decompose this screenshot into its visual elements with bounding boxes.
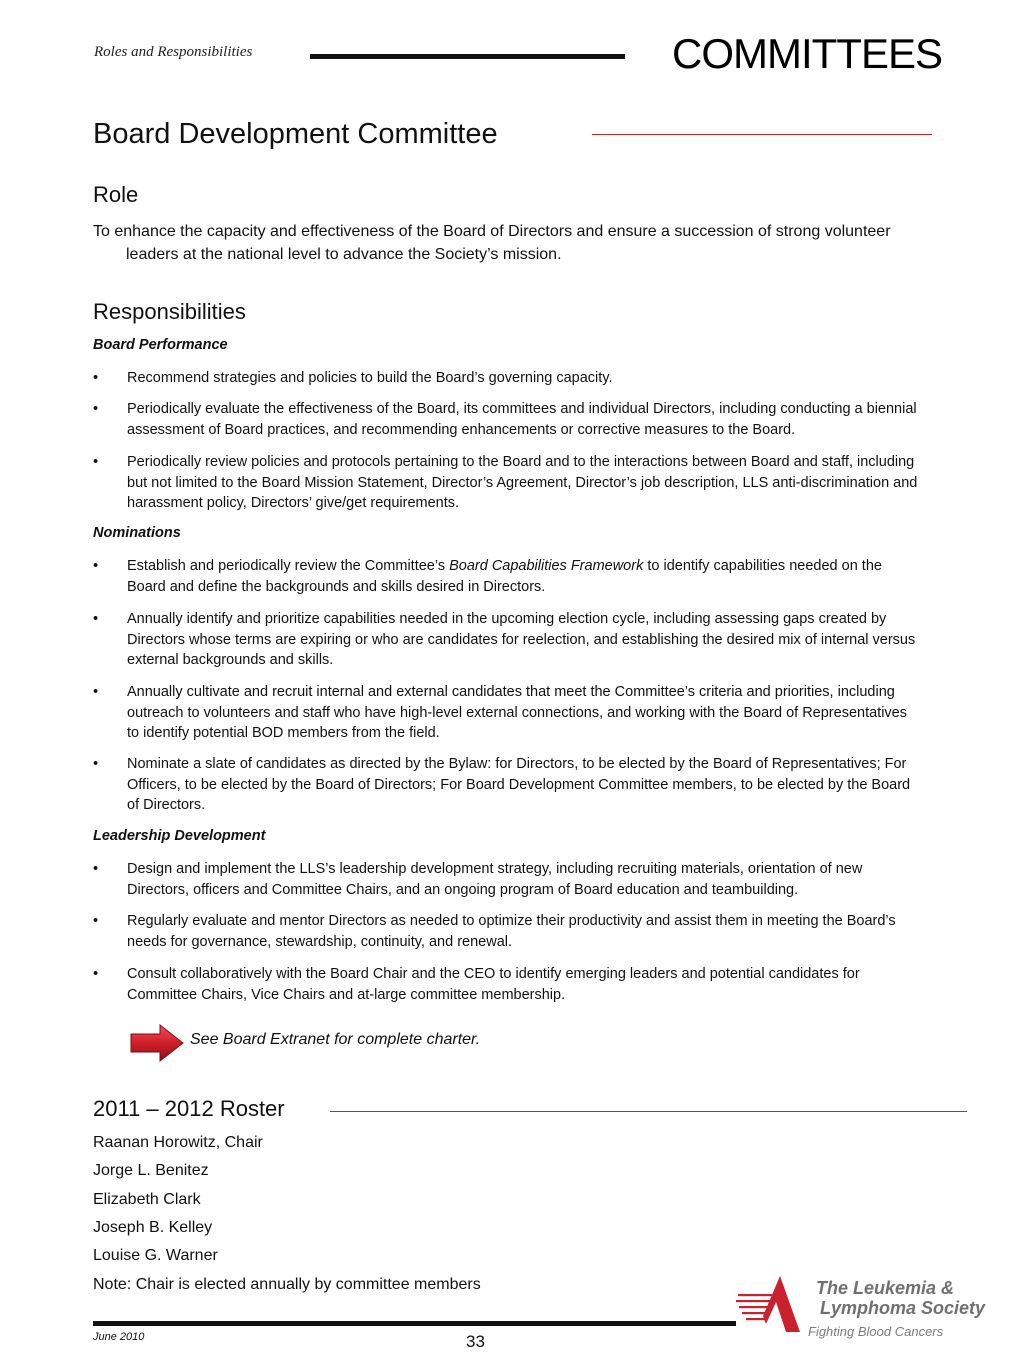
logo-tagline: Fighting Blood Cancers bbox=[808, 1324, 944, 1339]
list-item: • Establish and periodically review the Committee’s Board Capabilities Framework to identify capabilities needed on the Board and define the backgrounds and skills desired in Directors. bbox=[93, 558, 882, 595]
list-item: • Design and implement the LLS’s leadership development strategy, including recruiting materials, orientation of new Directors, officers and Committee Chairs, and an ongoing program of Board education and teambuilding. bbox=[93, 861, 863, 898]
roster-rule bbox=[330, 1111, 967, 1112]
logo-line2: Lymphoma Society bbox=[820, 1298, 986, 1318]
roster-member: Joseph B. Kelley bbox=[93, 1219, 213, 1236]
list-item: • Consult collaboratively with the Board Chair and the CEO to identify emerging leaders and potential candidates for Committee Chairs, Vice Chairs and at-large committee membership. bbox=[93, 966, 860, 1003]
roster-note: Note: Chair is elected annually by committee members bbox=[93, 1276, 481, 1293]
board-performance-heading: Board Performance bbox=[93, 337, 228, 353]
page-title: Board Development Committee bbox=[93, 118, 498, 150]
roster-member: Louise G. Warner bbox=[93, 1247, 218, 1264]
charter-note: See Board Extranet for complete charter. bbox=[190, 1031, 481, 1048]
lls-logo bbox=[736, 1270, 1011, 1350]
list-item: • Periodically evaluate the effectiveness of the Board, its committees and individual Directors, including conducting a biennial assessment of Board practices, and recommending enhancements or corrective measures to the Board. bbox=[93, 401, 917, 438]
list-item: • Annually cultivate and recruit internal and external candidates that meet the Committee’s criteria and priorities, including outreach to volunteers and staff who have high-level external connections, and working with the Board of Representatives to identify potential BOD members from the field. bbox=[93, 684, 907, 741]
role-text: To enhance the capacity and effectiveness of the Board of Directors and ensure a succession of strong volunteer leaders at the national level to advance the Society’s mission. bbox=[93, 223, 891, 263]
responsibilities-heading: Responsibilities bbox=[93, 299, 246, 324]
roster-member: Raanan Horowitz, Chair bbox=[93, 1134, 263, 1151]
list-item: • Regularly evaluate and mentor Directors as needed to optimize their productivity and assist them in meeting the Board’s needs for governance, stewardship, continuity, and renewal. bbox=[93, 913, 896, 950]
leadership-heading: Leadership Development bbox=[93, 828, 266, 844]
lls-mark-icon bbox=[736, 1272, 808, 1338]
list-item: • Annually identify and prioritize capabilities needed in the upcoming election cycle, including assessing gaps created by Directors whose terms are expiring or who are candidates for reelection, and establishing the desired mix of internal versus external backgrounds and skills. bbox=[93, 611, 916, 668]
list-item: • Nominate a slate of candidates as directed by the Bylaw: for Directors, to be elected by the Board of Representatives; For Officers, to be elected by the Board of Directors; For Board Development Committee members, to be elected by the Board of Directors. bbox=[93, 756, 911, 813]
roster-member: Jorge L. Benitez bbox=[93, 1162, 209, 1179]
arrow-right-icon bbox=[128, 1022, 186, 1064]
list-item: • Recommend strategies and policies to build the Board’s governing capacity. bbox=[93, 370, 613, 386]
framework-emphasis: Board Capabilities Framework bbox=[449, 558, 644, 574]
page-number: 33 bbox=[466, 1332, 485, 1351]
roster-member: Elizabeth Clark bbox=[93, 1191, 201, 1208]
footer-date: June 2010 bbox=[93, 1331, 145, 1343]
header-rule bbox=[310, 54, 625, 59]
roster-title: 2011 – 2012 Roster bbox=[93, 1096, 285, 1121]
section-label: Roles and Responsibilities bbox=[94, 44, 253, 60]
list-item: • Periodically review policies and protocols pertaining to the Board and to the interactions between Board and staff, including but not limited to the Board Mission Statement, Director’s Agreement, Director’s job description, LLS anti-discrimination and harassment policy, Directors’ give/get requirements. bbox=[93, 454, 918, 511]
role-heading: Role bbox=[93, 182, 139, 207]
logo-line1: The Leukemia & bbox=[816, 1278, 955, 1298]
header-title: COMMITTEES bbox=[672, 30, 942, 77]
title-rule bbox=[592, 134, 932, 135]
footer-rule bbox=[93, 1321, 736, 1326]
nominations-heading: Nominations bbox=[93, 525, 181, 541]
